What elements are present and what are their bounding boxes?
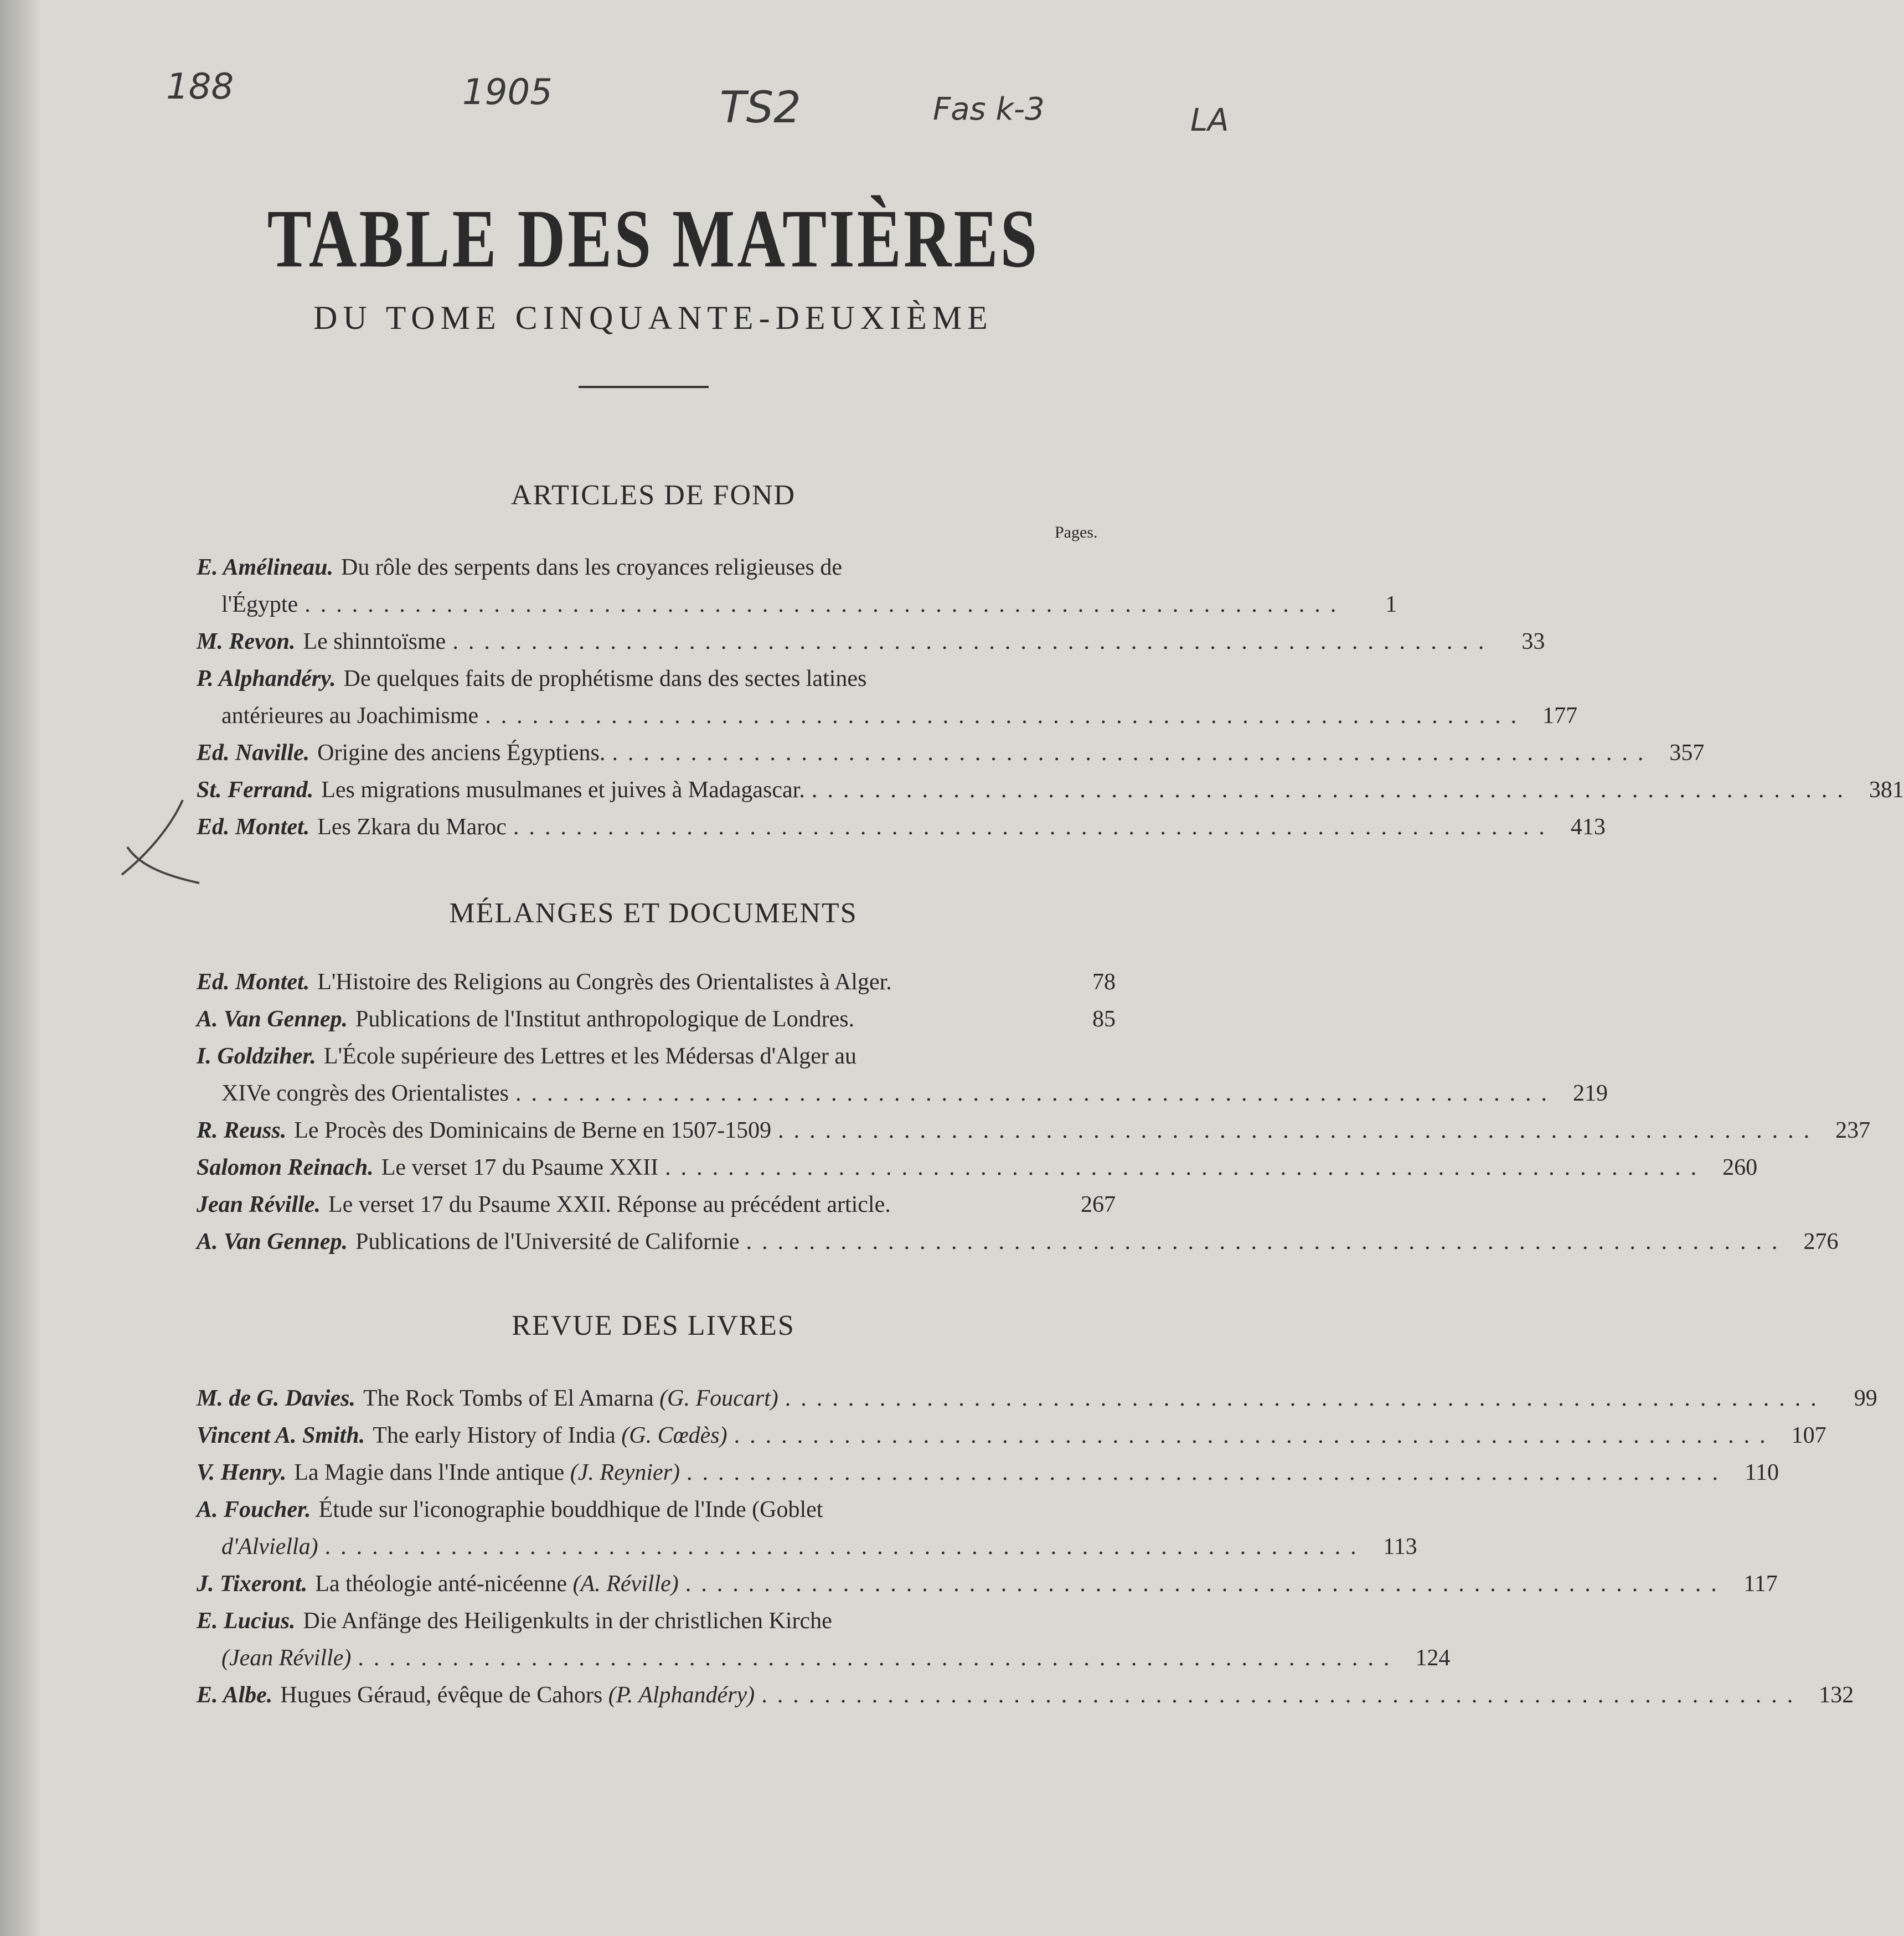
entry-reviewer: (G. Foucart) <box>659 1386 778 1411</box>
entry-page: 99 <box>1854 1386 1877 1411</box>
entry-author: Jean Réville. <box>197 1192 321 1217</box>
entry-page: 124 <box>1415 1645 1451 1671</box>
toc-entry: A. Van Gennep. Publications de l'Université de Californie .................................................................. 276 <box>197 1223 1116 1261</box>
pencil-checkmark <box>111 792 221 891</box>
toc-entry <box>197 1186 1116 1223</box>
entry-page: 85 <box>1092 1006 1116 1032</box>
entry-author: A. Foucher. <box>197 1497 311 1522</box>
toc-entry: M. de G. Davies. The Rock Tombs of El Amarna (G. Foucart) .................................................................. 99 <box>197 1380 1116 1417</box>
page-title: TABLE DES MATIÈRES <box>267 192 1040 285</box>
entry-title: Le shinntoïsme <box>303 629 446 654</box>
handwritten-note-4: Fas k-3 <box>933 91 1045 127</box>
page-subtitle: DU TOME CINQUANTE-DEUXIÈME <box>313 300 993 336</box>
entry-title: L'Histoire des Religions au Congrès des Orientalistes à Alger. <box>317 969 892 995</box>
entry-title: Les migrations musulmanes et juives à Madagascar. <box>321 777 805 803</box>
entry-page: 78 <box>1092 969 1116 995</box>
entry-title: The early History of India <box>373 1423 616 1448</box>
entry-author: Ed. Naville. <box>197 740 310 766</box>
section-heading-revue: REVUE DES LIVRES <box>512 1310 795 1341</box>
entry-title: Les Zkara du Maroc <box>317 814 507 840</box>
entry-title: The Rock Tombs of El Amarna <box>363 1386 654 1411</box>
entry-author: St. Ferrand. <box>197 777 314 803</box>
entry-page: 237 <box>1835 1118 1871 1143</box>
entry-title: Le verset 17 du Psaume XXII. Réponse au précédent article. <box>328 1192 891 1217</box>
entry-author: R. Reuss. <box>197 1118 287 1143</box>
entry-title: Hugues Géraud, évêque de Cahors <box>280 1682 603 1708</box>
entry-page: 1 <box>1385 592 1397 617</box>
toc-entry: M. Revon. Le shinntoïsme .................................................................. 33 <box>197 623 1116 660</box>
entry-title: Le Procès des Dominicains de Berne en 1507-1509 <box>294 1118 772 1143</box>
entry-title: La théologie anté-nicéenne <box>315 1571 567 1597</box>
entry-page: 113 <box>1383 1534 1417 1560</box>
entry-page: 132 <box>1819 1682 1854 1708</box>
entry-author: E. Lucius. <box>197 1608 296 1634</box>
toc-entry: St. Ferrand. Les migrations musulmanes et juives à Madagascar. .................................................................. 381 <box>197 772 1116 809</box>
entry-reviewer: (A. Réville) <box>572 1571 679 1597</box>
toc-entry: J. Tixeront. La théologie anté-nicéenne (A. Réville) .................................................................. 117 <box>197 1566 1116 1603</box>
entry-page: 110 <box>1745 1460 1779 1485</box>
entry-page: 177 <box>1542 703 1578 729</box>
toc-entry <box>197 964 1116 1001</box>
entry-title-cont: XIVe congrès des Orientalistes <box>221 1081 509 1106</box>
entry-title: La Magie dans l'Inde antique <box>294 1460 565 1485</box>
entry-author: Salomon Reinach. <box>197 1155 374 1180</box>
entry-author: M. de G. Davies. <box>197 1386 355 1411</box>
toc-entry: Salomon Reinach. Le verset 17 du Psaume XXII .................................................................. 260 <box>197 1149 1116 1186</box>
entry-page: 381 <box>1869 777 1904 803</box>
entry-title: L'École supérieure des Lettres et les Médersas d'Alger au <box>323 1044 856 1069</box>
handwritten-note-3: TS2 <box>720 83 801 133</box>
toc-entry: I. Goldziher. L'École supérieure des Lettres et les Médersas d'Alger au XIVe congrès des Orientalistes .................................................................. 219 <box>197 1038 1116 1112</box>
entry-page: 267 <box>1081 1192 1116 1217</box>
toc-entry: Ed. Montet. Les Zkara du Maroc .................................................................. 413 <box>197 809 1116 846</box>
toc-entry: E. Albe. Hugues Géraud, évêque de Cahors (P. Alphandéry) .................................................................. 132 <box>197 1677 1116 1714</box>
toc-entry: R. Reuss. Le Procès des Dominicains de Berne en 1507-1509 .................................................................. 237 <box>197 1112 1116 1149</box>
entry-author: P. Alphandéry. <box>197 666 336 691</box>
entry-author: Ed. Montet. <box>197 969 310 995</box>
handwritten-note-5: LA <box>1190 102 1229 138</box>
title-rule <box>579 386 709 388</box>
toc-entry: E. Amélineau. Du rôle des serpents dans les croyances religieuses de l'Égypte .................................................................. 1 <box>197 549 1116 623</box>
entry-page: 357 <box>1669 740 1705 766</box>
entry-title: Die Anfänge des Heiligenkults in der christlichen Kirche <box>303 1608 832 1634</box>
entry-page: 413 <box>1570 814 1606 840</box>
entry-title: Étude sur l'iconographie bouddhique de l'Inde (Goblet <box>318 1497 823 1522</box>
entry-author: V. Henry. <box>197 1460 287 1485</box>
entry-title: Publications de l'Institut anthropologique de Londres. <box>355 1006 855 1032</box>
handwritten-note-2: 1905 <box>462 72 553 113</box>
entry-author: A. Van Gennep. <box>197 1006 348 1032</box>
toc-entry <box>197 1001 1116 1038</box>
entry-page: 117 <box>1743 1571 1778 1597</box>
entry-title: Le verset 17 du Psaume XXII <box>381 1155 659 1180</box>
entry-page: 260 <box>1722 1155 1758 1180</box>
page-gutter-shadow <box>0 0 39 1936</box>
entry-author: A. Van Gennep. <box>197 1229 348 1254</box>
entry-author: Ed. Montet. <box>197 814 310 840</box>
entry-reviewer: (G. Cœdès) <box>621 1423 727 1448</box>
section-heading-melanges: MÉLANGES ET DOCUMENTS <box>449 897 858 929</box>
entry-title: Du rôle des serpents dans les croyances religieuses de <box>340 555 843 580</box>
toc-entry: A. Foucher. Étude sur l'iconographie bouddhique de l'Inde (Goblet d'Alviella) .................................................................. 113 <box>197 1491 1116 1566</box>
pages-label: Pages. <box>1055 523 1098 541</box>
entry-title: De quelques faits de prophétisme dans des sectes latines <box>343 666 867 691</box>
toc-entry: Vincent A. Smith. The early History of India (G. Cœdès) .................................................................. 107 <box>197 1417 1116 1454</box>
entry-title-cont: l'Égypte <box>221 592 298 617</box>
entry-reviewer: (P. Alphandéry) <box>608 1682 755 1708</box>
toc-entry: P. Alphandéry. De quelques faits de prophétisme dans des sectes latines antérieures au Joachimisme .................................................................. 177 <box>197 660 1116 735</box>
entry-title: Publications de l'Université de Californie <box>355 1229 740 1254</box>
toc-entry: Ed. Naville. Origine des anciens Égyptiens. .................................................................. 357 <box>197 735 1116 772</box>
toc-entry: E. Lucius. Die Anfänge des Heiligenkults in der christlichen Kirche (Jean Réville) .................................................................. 124 <box>197 1603 1116 1677</box>
entry-page: 107 <box>1791 1423 1826 1448</box>
entry-title: Origine des anciens Égyptiens. <box>317 740 606 766</box>
entry-author: E. Amélineau. <box>197 555 333 580</box>
entry-title-cont: d'Alviella) <box>221 1534 318 1560</box>
entry-author: E. Albe. <box>197 1682 273 1708</box>
entry-author: Vincent A. Smith. <box>197 1423 365 1448</box>
section-heading-articles: ARTICLES DE FOND <box>510 479 796 511</box>
entry-title-cont: (Jean Réville) <box>221 1645 352 1671</box>
entry-page: 219 <box>1573 1081 1608 1106</box>
handwritten-note-1: 188 <box>166 66 234 107</box>
entry-reviewer: (J. Reynier) <box>570 1460 680 1485</box>
entry-title-cont: antérieures au Joachimisme <box>221 703 479 729</box>
toc-entry: V. Henry. La Magie dans l'Inde antique (J. Reynier) .................................................................. 110 <box>197 1454 1116 1491</box>
entry-author: M. Revon. <box>197 629 296 654</box>
entry-page: 276 <box>1803 1229 1839 1254</box>
entry-page: 33 <box>1521 629 1545 654</box>
entry-author: I. Goldziher. <box>197 1044 316 1069</box>
entry-author: J. Tixeront. <box>197 1571 308 1597</box>
